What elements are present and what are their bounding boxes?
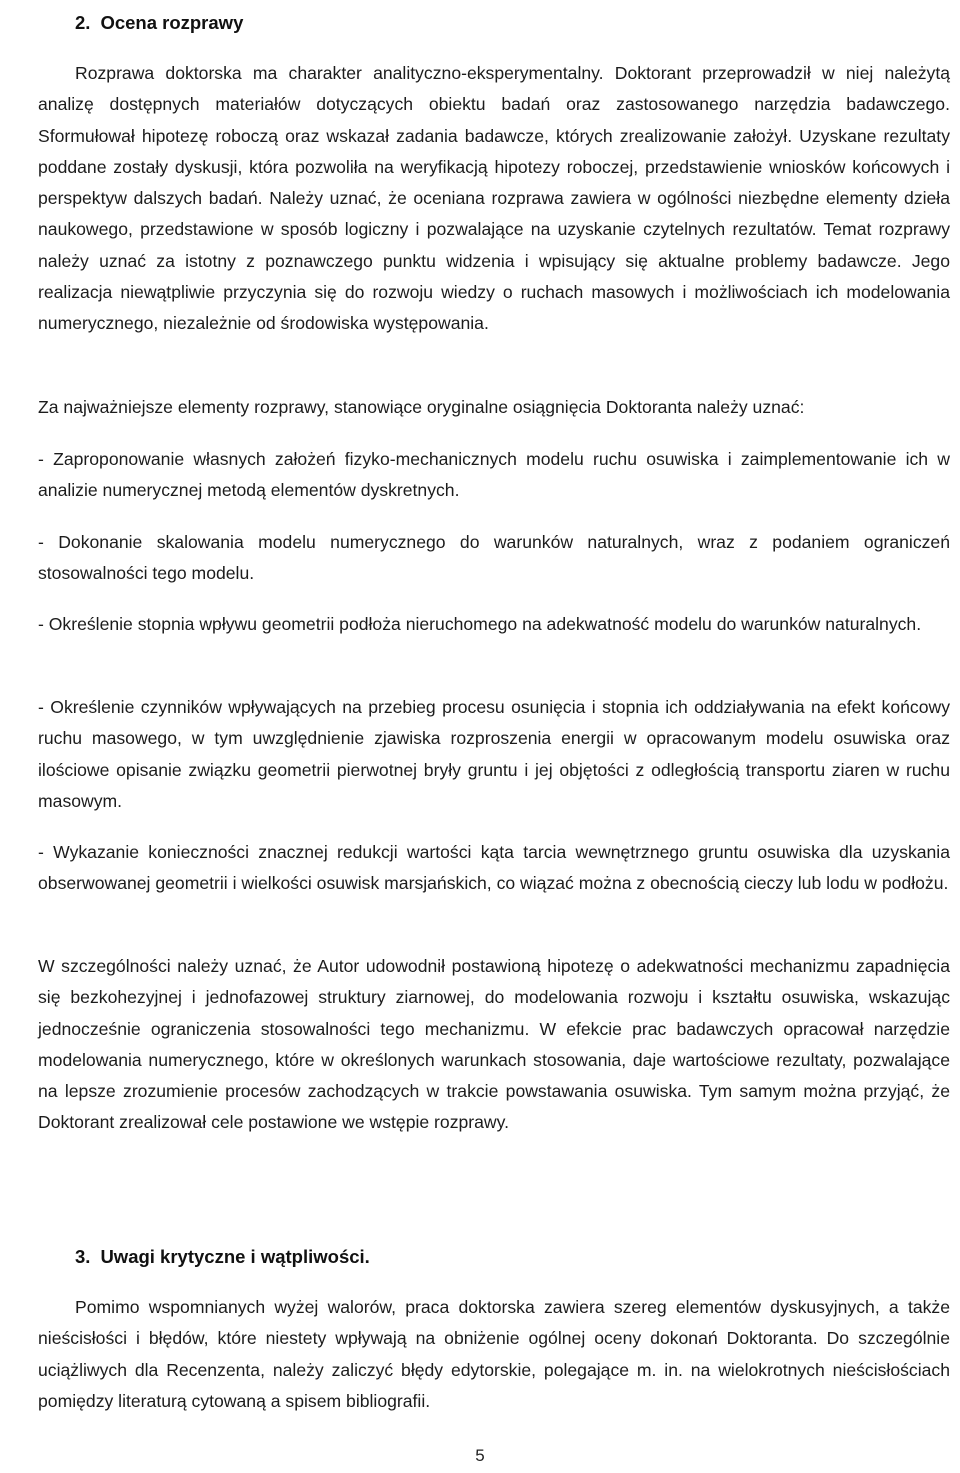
section-2-title: Ocena rozprawy (100, 12, 244, 33)
achievement-item-5: - Wykazanie konieczności znacznej redukcji wartości kąta tarcia wewnętrznego gruntu osuwiska dla uzyskania obserwowanej geometrii i wielkości osuwisk marsjańskich, co wiązać można z obecnością cieczy lub lodu w podłożu. (38, 842, 950, 894)
achievement-item-3: - Określenie stopnia wpływu geometrii podłoża nieruchomego na adekwatność modelu do warunków naturalnych. (38, 614, 922, 634)
achievements-intro: Za najważniejsze elementy rozprawy, stanowiące oryginalne osiągnięcia Doktoranta należy uznać: (38, 397, 805, 417)
achievement-item-1: - Zaproponowanie własnych założeń fizyko-mechanicznych modelu ruchu osuwiska i zaimplementowanie ich w analizie numerycznej metodą elementów dyskretnych. (38, 449, 950, 501)
section-2-heading (75, 12, 243, 34)
section-2-number: 2. (75, 12, 91, 33)
critical-remarks-paragraph: Pomimo wspomnianych wyżej walorów, praca doktorska zawiera szereg elementów dyskusyjnych, a także nieścisłości i błędów, które niestety wpływają na obniżenie ogólnej oceny dokonań Doktoranta. Do szczególnie uciążliwych dla Recenzenta, należy zaliczyć błędy edytorskie, polegające m. in. na wielokrotnych nieścisłościach pomiędzy literaturą cytowaną a spisem bibliografii. (38, 1297, 950, 1411)
conclusion-paragraph: W szczególności należy uznać, że Autor udowodnił postawioną hipotezę o adekwatności mechanizmu zapadnięcia się bezkohezyjnej i jednofazowej struktury ziarnowej, do modelowania rozwoju i kształtu osuwiska, wskazując jednocześnie ograniczenia stosowalności tego mechanizmu. W efekcie prac badawczych opracował narzędzie modelowania numerycznego, które w określonych warunkach stosowania, daje wartościowe rezultaty, pozwalające na lepsze zrozumienie procesów zachodzących w trakcie powstawania osuwiska. Tym samym można przyjąć, że Doktorant zrealizował cele postawione we wstępie rozprawy. (38, 956, 950, 1133)
section-3-number: 3. (75, 1246, 91, 1267)
section-3-title: Uwagi krytyczne i wątpliwości. (100, 1246, 370, 1267)
achievement-item-4: - Określenie czynników wpływających na przebieg procesu osunięcia i stopnia ich oddziaływania na efekt końcowy ruchu masowego, w tym uwzględnienie zjawiska rozproszenia energii w opracowanym modelu osuwiska oraz ilościowe opisanie związku geometrii pierwotnej bryły gruntu i jej objętości z odległością transportu ziaren w ruchu masowym. (38, 697, 950, 811)
section-3-heading (75, 1246, 370, 1268)
page-number: 5 (475, 1446, 485, 1465)
evaluation-paragraph: Rozprawa doktorska ma charakter analityczno-eksperymentalny. Doktorant przeprowadził w niej należytą analizę dostępnych materiałów dotyczących obiektu badań oraz zastosowanego narzędzia badawczego. Sformułował hipotezę roboczą oraz wskazał zadania badawcze, których zrealizowanie założył. Uzyskane rezultaty poddane zostały dyskusji, która pozwoliła na weryfikacją hipotezy roboczej, przedstawienie wniosków końcowych i perspektyw dalszych badań. Należy uznać, że oceniana rozprawa zawiera w ogólności niezbędne elementy dzieła naukowego, przedstawione w sposób logiczny i pozwalające na uzyskanie czytelnych rezultatów. Temat rozprawy należy uznać za istotny z poznawczego punktu widzenia i wpisujący się aktualne problemy badawcze. Jego realizacja niewątpliwie przyczynia się do rozwoju wiedzy o ruchach masowych i możliwościach ich modelowania numerycznego, niezależnie od środowiska występowania. (38, 63, 950, 334)
achievement-item-2: - Dokonanie skalowania modelu numerycznego do warunków naturalnych, wraz z podaniem ograniczeń stosowalności tego modelu. (38, 532, 950, 584)
